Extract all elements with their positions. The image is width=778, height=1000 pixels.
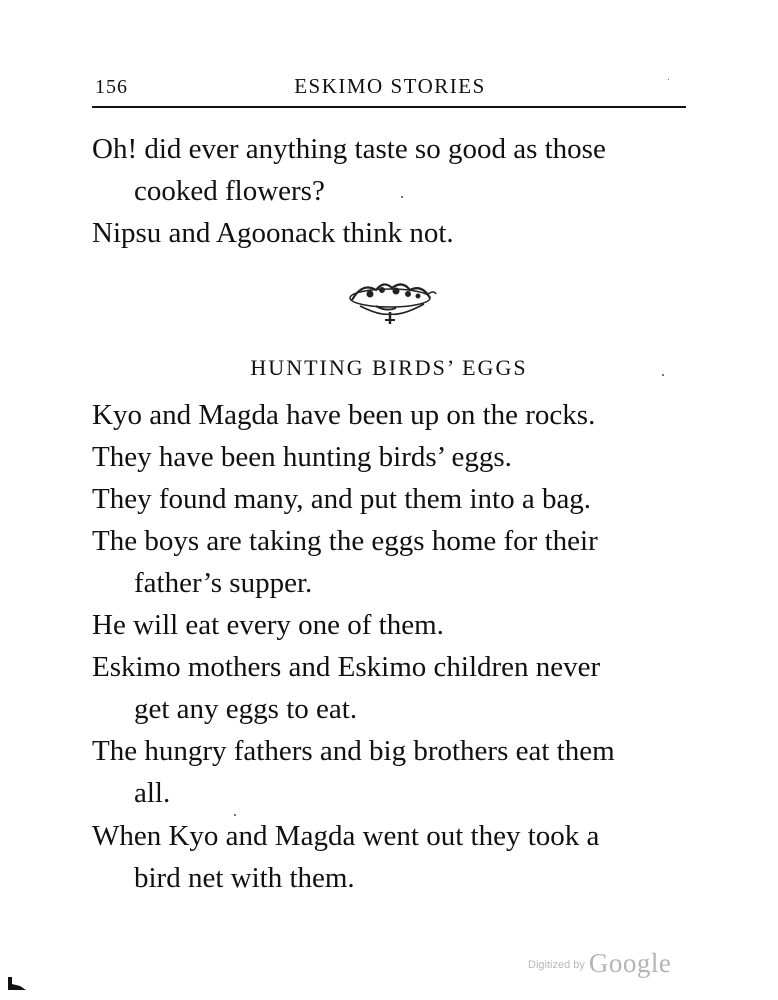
body-line: They found many, and put them into a bag. — [92, 483, 592, 515]
watermark-brand: Google — [588, 948, 672, 978]
body-line: Kyo and Magda have been up on the rocks. — [92, 399, 596, 431]
body-line: Oh! did ever anything taste so good as those — [92, 133, 606, 165]
floral-ornament-icon — [340, 276, 440, 328]
body-line: Eskimo mothers and Eskimo children never — [92, 651, 601, 683]
watermark-prefix: Digitized by — [528, 959, 585, 971]
corner-mark-icon — [6, 976, 28, 992]
body-line: The hungry fathers and big brothers eat them — [92, 735, 615, 767]
page-number: 156 — [95, 76, 128, 98]
section-heading: HUNTING BIRDS’ EGGS — [250, 355, 528, 380]
body-line: Nipsu and Agoonack think not. — [92, 217, 454, 249]
scan-speck — [234, 814, 236, 816]
scan-speck — [668, 79, 669, 80]
body-line: When Kyo and Magda went out they took a — [92, 820, 600, 852]
body-line: cooked flowers? — [134, 175, 325, 207]
body-line: father’s supper. — [134, 567, 313, 599]
body-line: They have been hunting birds’ eggs. — [92, 441, 512, 473]
page-header — [95, 74, 685, 104]
body-line: get any eggs to eat. — [134, 693, 358, 725]
body-line: The boys are taking the eggs home for their — [92, 525, 598, 557]
running-title: ESKIMO STORIES — [294, 74, 486, 98]
scan-speck — [401, 196, 403, 198]
scan-speck — [662, 374, 664, 376]
digitized-watermark — [528, 948, 688, 982]
body-line: all. — [134, 777, 171, 809]
body-line: He will eat every one of them. — [92, 609, 444, 641]
body-line: bird net with them. — [134, 862, 355, 894]
header-rule — [92, 106, 686, 108]
